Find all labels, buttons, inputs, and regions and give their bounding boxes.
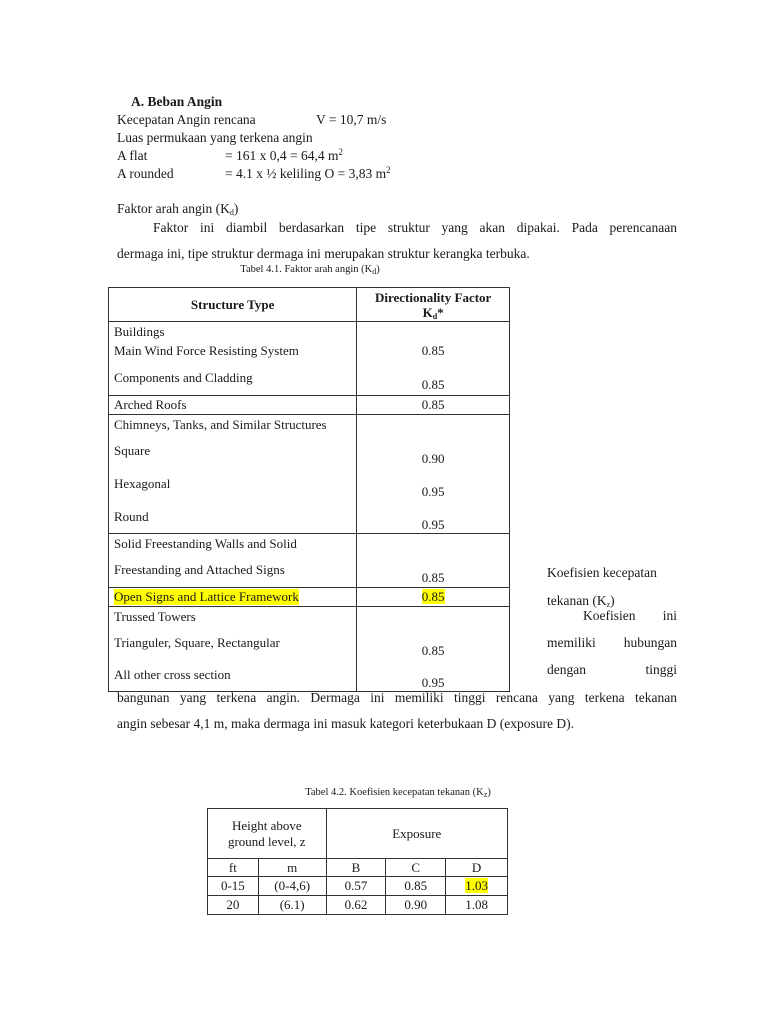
aflat-value: = 161 x 0,4 = 64,4 $m^2$	[225, 147, 343, 163]
col-ft: ft	[208, 859, 259, 877]
triangular-label: Trianguler, Square, Rectangular	[114, 635, 280, 650]
open-signs-label: Open Signs and Lattice Framework	[114, 589, 299, 604]
directionality-factor-table	[108, 287, 510, 692]
table1-row-buildings	[109, 322, 510, 396]
hexagonal-value: 0.95	[421, 484, 445, 499]
col-c: C	[386, 859, 446, 877]
factor-title: Faktor arah angin $(K_d)$	[117, 201, 239, 217]
open-signs-value: 0.85	[421, 589, 445, 604]
col-d: D	[446, 859, 508, 877]
trussed-label: Trussed Towers	[114, 609, 196, 624]
solid-value: 0.85	[421, 570, 445, 585]
table-row	[208, 877, 508, 896]
table2-header-row	[208, 809, 508, 859]
table2-caption: Tabel 4.2. Koefisien kecepatan tekanan $(K_z)$	[305, 787, 491, 799]
mwfrs-label: Main Wind Force Resisting System	[114, 343, 299, 358]
velocity-label: Kecepatan Angin rencana	[117, 112, 256, 127]
components-value: 0.85	[421, 377, 445, 392]
solid-label-2: Freestanding and Attached Signs	[114, 562, 285, 577]
chimneys-label: Chimneys, Tanks, and Similar Structures	[114, 417, 327, 432]
table1-row-arched	[109, 396, 510, 415]
header-structure-type: Structure Type	[109, 288, 357, 322]
row2-d: 1.08	[446, 896, 508, 915]
round-value: 0.95	[421, 517, 445, 532]
arounded-value: = 4.1 x ½ keliling O = 3,83 $m^2$	[225, 165, 391, 181]
side-line-3: Koefisien ini	[583, 608, 677, 623]
side-line-2: tekanan $(K_z)$	[547, 593, 615, 609]
solid-label-1: Solid Freestanding Walls and Solid	[114, 536, 297, 551]
triangular-value: 0.85	[421, 643, 445, 658]
section-heading: A. Beban Angin	[131, 94, 223, 109]
square-value: 0.90	[421, 451, 445, 466]
arounded-label: A rounded	[117, 166, 174, 181]
paragraph-1-line-2: dermaga ini, tipe struktur dermaga ini merupakan struktur kerangka terbuka.	[117, 246, 530, 261]
table1-row-trussed	[109, 607, 510, 692]
paragraph-1-line-1: Faktor ini diambil berdasarkan tipe struktur yang akan dipakai. Pada perencanaan	[153, 220, 677, 235]
table1-caption: Tabel 4.1. Faktor arah angin $(K_d)$	[240, 264, 380, 276]
round-label: Round	[114, 509, 149, 524]
table-row	[208, 896, 508, 915]
side-line-4: memiliki hubungan	[547, 635, 677, 650]
row1-b: 0.57	[326, 877, 386, 896]
velocity-value: V = 10,7 m/s	[316, 112, 387, 127]
paragraph-2-line-1: bangunan yang terkena angin. Dermaga ini memiliki tinggi rencana yang terkena tekanan	[117, 690, 677, 705]
square-label: Square	[114, 443, 151, 458]
row2-c: 0.90	[386, 896, 446, 915]
col-m: m	[258, 859, 326, 877]
row1-d: 1.03	[465, 878, 488, 893]
row1-d-cell	[446, 877, 508, 896]
row1-ft: 0-15	[208, 877, 259, 896]
table1-row-chimneys	[109, 415, 510, 534]
side-line-1: Koefisien kecepatan	[547, 565, 657, 580]
row2-m: (6.1)	[258, 896, 326, 915]
table2-subheader-row	[208, 859, 508, 877]
row1-c: 0.85	[386, 877, 446, 896]
col-b: B	[326, 859, 386, 877]
arched-value: 0.85	[421, 397, 445, 412]
arched-label: Arched Roofs	[114, 397, 187, 412]
header-directionality-factor: Directionality Factor $K_d*$	[357, 288, 510, 322]
hexagonal-label: Hexagonal	[114, 476, 171, 491]
row2-b: 0.62	[326, 896, 386, 915]
buildings-label: Buildings	[114, 324, 165, 339]
height-header: Height above ground level, z	[208, 809, 327, 859]
components-label: Components and Cladding	[114, 370, 253, 385]
exposure-header: Exposure	[326, 809, 507, 859]
side-line-5: dengan tinggi	[547, 662, 677, 677]
table1-row-open-signs	[109, 588, 510, 607]
aflat-label: A flat	[117, 148, 148, 163]
other-label: All other cross section	[114, 667, 231, 682]
table1-row-solid	[109, 534, 510, 588]
pressure-coefficient-table	[207, 808, 508, 915]
table1-header-row	[109, 288, 510, 322]
area-label: Luas permukaan yang terkena angin	[117, 130, 313, 145]
mwfrs-value: 0.85	[421, 343, 445, 358]
row2-ft: 20	[208, 896, 259, 915]
paragraph-2-line-2: angin sebesar 4,1 m, maka dermaga ini masuk kategori keterbukaan D (exposure D).	[117, 716, 574, 731]
row1-m: (0-4,6)	[258, 877, 326, 896]
other-value: 0.95	[421, 675, 445, 690]
